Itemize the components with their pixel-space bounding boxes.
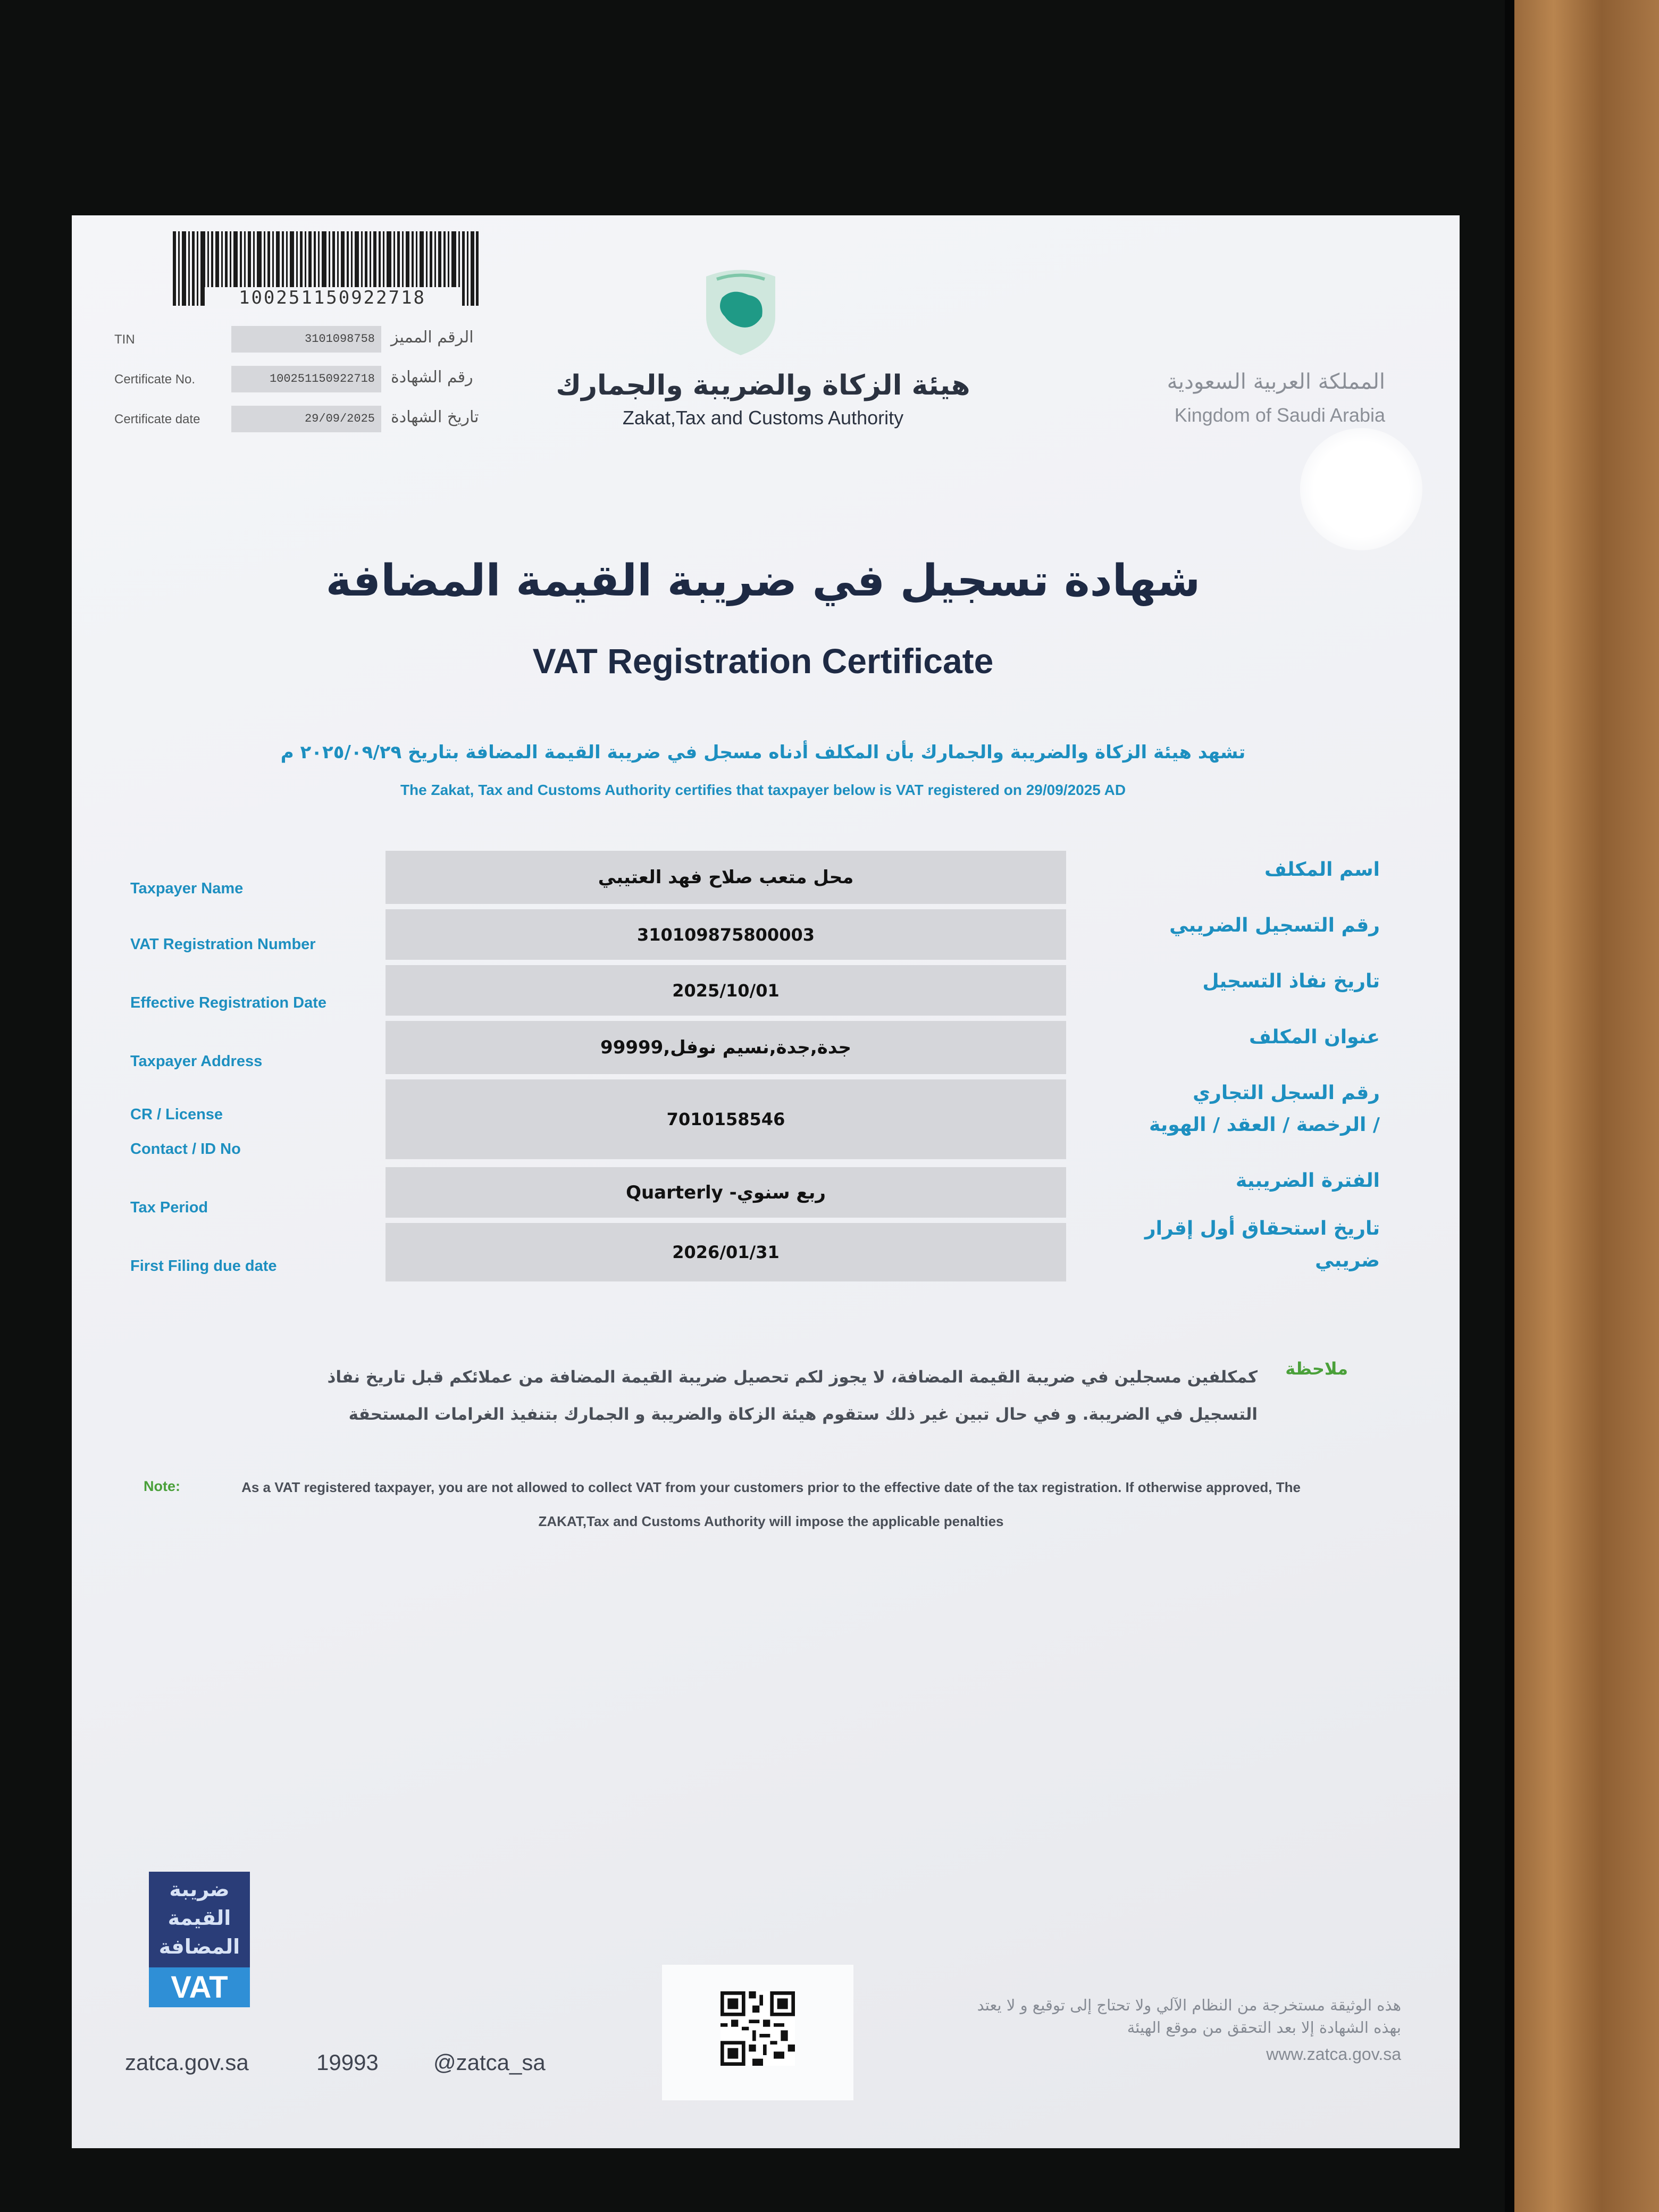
vat-logo-line-2: القيمة <box>167 1906 231 1930</box>
cr-license-value: 7010158546 <box>386 1079 1066 1159</box>
footer-disclaimer-url[interactable]: www.zatca.gov.sa <box>1266 2045 1401 2064</box>
cr-license-label-en-1: CR / License <box>130 1106 223 1123</box>
certificate-title-ar: شهادة تسجيل في ضريبة القيمة المضافة <box>325 556 1201 606</box>
address-label-en: Taxpayer Address <box>130 1053 263 1070</box>
first-filing-value: 2026/01/31 <box>386 1223 1066 1281</box>
note-text-en: As a VAT registered taxpayer, you are not allowed to collect VAT from your customers prior to the effective date of the tax registration. If otherwise approved, The ZAKAT,Tax and Customs Authority will impose the applicable penalties <box>241 1479 1301 1529</box>
tin-label-ar: الرقم المميز <box>391 328 474 347</box>
vat-logo-badge: VAT <box>149 1967 250 2007</box>
footer-phone[interactable]: 19993 <box>316 2050 379 2075</box>
certificate-date-label-en: Certificate date <box>114 412 200 426</box>
authority-name-ar: هيئة الزكاة والضريبة والجمارك <box>556 370 970 401</box>
cr-license-label-ar-2: / الرخصة / العقد / الهوية <box>1149 1114 1380 1136</box>
light-glare <box>1300 428 1422 550</box>
barcode-number: 100251150922718 <box>205 287 460 308</box>
certificate-no-label-en: Certificate No. <box>114 372 196 387</box>
certificate-date-label-ar: تاريخ الشهادة <box>391 408 479 426</box>
taxpayer-name-label-ar: اسم المكلف <box>1264 859 1380 881</box>
effective-date-label-en: Effective Registration Date <box>130 994 327 1011</box>
certificate-date-value: 29/09/2025 <box>231 406 381 432</box>
note-label-en: Note: <box>144 1478 180 1494</box>
tax-period-label-en: Tax Period <box>130 1199 208 1216</box>
footer-disclaimer-ar: هذه الوثيقة مستخرجة من النظام الآلي ولا تحتاج إلى توقيع و لا يعتد بهذه الشهادة إلا بعد التحقق من موقع الهيئة <box>977 1996 1401 2037</box>
taxpayer-name-value: محل متعب صلاح فهد العتيبي <box>386 851 1066 904</box>
vat-logo-line-3: المضافة <box>158 1935 240 1958</box>
address-label-ar: عنوان المكلف <box>1249 1026 1380 1048</box>
vat-logo-icon <box>149 1872 250 2007</box>
footer-handle[interactable]: @zatca_sa <box>433 2050 546 2075</box>
first-filing-label-ar-2: ضريبي <box>1315 1250 1380 1271</box>
kingdom-name-en: Kingdom of Saudi Arabia <box>1174 404 1385 426</box>
note-label-ar: ملاحظة <box>1285 1359 1348 1379</box>
vat-logo-text-ar <box>149 1875 250 1961</box>
first-filing-label-ar-1: تاريخ استحقاق أول إقرار <box>1144 1218 1380 1239</box>
certificate-no-value: 100251150922718 <box>231 366 381 392</box>
vat-number-label-en: VAT Registration Number <box>130 936 316 953</box>
effective-date-label-ar: تاريخ نفاذ التسجيل <box>1202 970 1380 992</box>
effective-date-value: 2025/10/01 <box>386 965 1066 1016</box>
qr-code-container <box>662 1965 853 2100</box>
tin-value: 3101098758 <box>231 326 381 353</box>
zatca-logo-icon <box>701 266 781 356</box>
first-filing-label-en: First Filing due date <box>130 1258 277 1275</box>
vat-logo-line-1: ضريبة <box>169 1878 230 1901</box>
kingdom-name-ar: المملكة العربية السعودية <box>1167 370 1385 394</box>
footer-website[interactable]: zatca.gov.sa <box>125 2050 249 2075</box>
certifies-text-en: The Zakat, Tax and Customs Authority certifies that taxpayer below is VAT registered on 29/09/2025 AD <box>400 782 1126 798</box>
qr-code-icon[interactable] <box>720 1991 795 2066</box>
certificate-screen[interactable] <box>72 215 1460 2148</box>
tax-period-label-ar: الفترة الضريبية <box>1235 1170 1380 1192</box>
taxpayer-name-label-en: Taxpayer Name <box>130 880 244 897</box>
tin-label-en: TIN <box>114 332 135 347</box>
note-text-ar: كمكلفين مسجلين في ضريبة القيمة المضافة، لا يجوز لكم تحصيل ضريبة القيمة المضافة من عملائكم قبل تاريخ نفاذ التسجيل في الضريبة. و في حال تبين غير ذلك ستقوم هيئة الزكاة والضريبة و الجمارك بتنفيذ الغرامات المستحقة <box>327 1368 1258 1424</box>
certificate-no-label-ar: رقم الشهادة <box>391 368 473 387</box>
certificate-title-en: VAT Registration Certificate <box>532 641 994 681</box>
vat-number-label-ar: رقم التسجيل الضريبي <box>1169 915 1380 936</box>
certifies-text-ar: تشهد هيئة الزكاة والضريبة والجمارك بأن المكلف أدناه مسجل في ضريبة القيمة المضافة بتاريخ ٢٠٢٥/٠٩/٢٩ م <box>280 742 1246 763</box>
cr-license-label-en-2: Contact / ID No <box>130 1141 241 1158</box>
address-value: جدة,جدة,نسيم نوفل,99999 <box>386 1021 1066 1074</box>
tax-period-value: ربع سنوي- Quarterly <box>386 1167 1066 1218</box>
cr-license-label-ar-1: رقم السجل التجاري <box>1193 1082 1380 1104</box>
vat-number-value: 310109875800003 <box>386 909 1066 960</box>
authority-name-en: Zakat,Tax and Customs Authority <box>622 407 904 429</box>
